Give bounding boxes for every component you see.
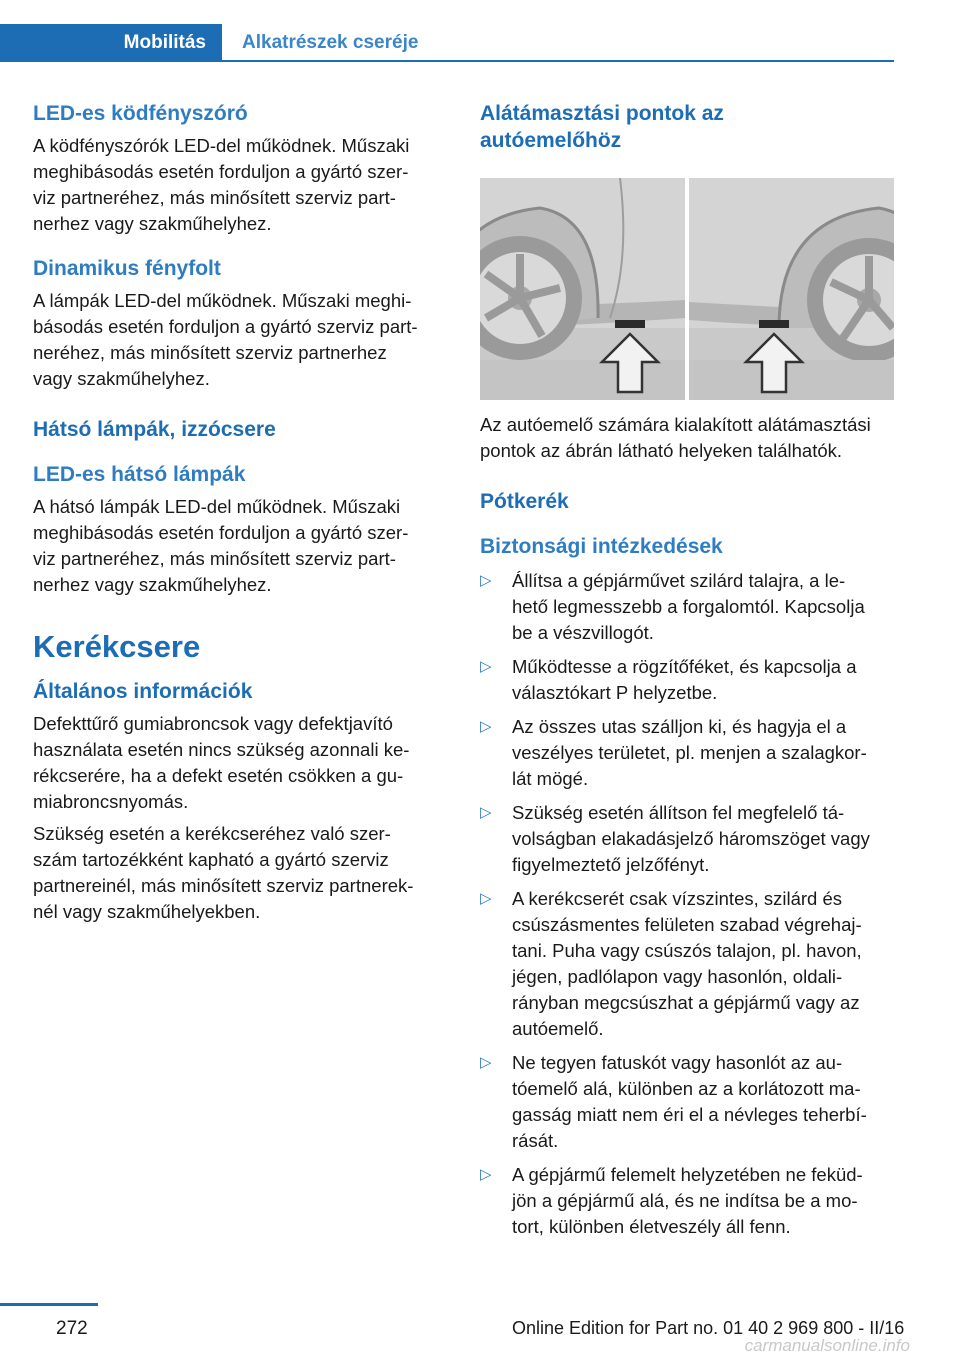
general-info-heading: Általános információk [33, 680, 253, 703]
triangle-bullet-icon: ▷ [480, 658, 492, 675]
right-column [480, 100, 900, 1248]
header-rule [222, 60, 894, 62]
list-item: ▷ Szükség esetén állítson fel megfelelő tá- volságban elakadásjelző háromszöget vagy figyelmeztető jelzőfényt. [480, 800, 900, 878]
triangle-bullet-icon: ▷ [480, 572, 492, 589]
list-item: ▷ Ne tegyen fatuskót vagy hasonlót az au- tóemelő alá, különben az a korlátozott ma- gasság miatt nem éri el a névleges teherbí- rását. [480, 1050, 900, 1154]
safety-measures-heading: Biztonsági intézkedések [480, 535, 723, 558]
jack-points-caption: Az autóemelő számára kialakított alátámasztási pontok az ábrán látható helyeken találhatók. [480, 414, 871, 461]
watermark: carmanualsonline.info [744, 1336, 910, 1355]
dynamic-light-text: A lámpák LED-del működnek. Műszaki meghi- básodás esetén forduljon a gyártó szerviz part- neréhez, más minősített szerviz partnerhez vagy szakműhelyhez. [33, 290, 418, 389]
front-jack-point-illustration [480, 178, 685, 400]
section-tab: Alkatrészek cseréje [242, 32, 419, 53]
rear-jack-point-illustration [689, 178, 894, 400]
led-rear-heading: LED-es hátsó lámpák [33, 463, 246, 486]
dynamic-light-heading: Dinamikus fényfolt [33, 257, 221, 280]
edition-note: Online Edition for Part no. 01 40 2 969 800 - II/16 [512, 1318, 905, 1338]
list-item: ▷ Állítsa a gépjárművet szilárd talajra, a le- hető legmesszebb a forgalomtól. Kapcsolja be a vészvillogót. [480, 568, 900, 646]
rear-lights-heading: Hátsó lámpák, izzócsere [33, 418, 276, 441]
general-info-text-1: Defekttűrő gumiabroncsok vagy defektjavító használata esetén nincs szükség azonnali ke- rékcserére, ha a defekt esetén csökken a gu- miabroncsnyomás. [33, 713, 410, 812]
led-fog-heading: LED-es ködfényszóró [33, 102, 248, 125]
footer-rule [0, 1303, 98, 1306]
triangle-bullet-icon: ▷ [480, 890, 492, 907]
triangle-bullet-icon: ▷ [480, 804, 492, 821]
led-fog-text: A ködfényszórók LED-del működnek. Műszaki meghibásodás esetén forduljon a gyártó szer- viz partneréhez, más minősített szerviz part- nerhez vagy szakműhelyhez. [33, 135, 410, 234]
list-item: ▷ Működtesse a rögzítőféket, és kapcsolja a választókart P helyzetbe. [480, 654, 900, 706]
safety-list [480, 568, 900, 1240]
wheel-change-heading: Kerékcsere [33, 629, 201, 664]
jack-points-figure [480, 178, 894, 400]
list-item: ▷ Az összes utas szálljon ki, és hagyja el a veszélyes területet, pl. menjen a szalagkor- lát mögé. [480, 714, 900, 792]
triangle-bullet-icon: ▷ [480, 718, 492, 735]
spare-wheel-heading: Pótkerék [480, 490, 569, 513]
triangle-bullet-icon: ▷ [480, 1054, 492, 1071]
general-info-text-2: Szükség esetén a kerékcseréhez való szer- szám tartozékként kapható a gyártó szerviz partnereinél, más minősített szerviz partnerek- nél vagy szakműhelyekben. [33, 823, 414, 922]
list-item: ▷ A gépjármű felemelt helyzetében ne feküd- jön a gépjármű alá, és ne indítsa be a mo- tort, különben életveszély áll fenn. [480, 1162, 900, 1240]
chapter-tab: Mobilitás [0, 24, 222, 62]
led-rear-text: A hátsó lámpák LED-del működnek. Műszaki meghibásodás esetén forduljon a gyártó szer- viz partneréhez, más minősített szerviz part- nerhez vagy szakműhelyhez. [33, 496, 409, 595]
left-column [33, 100, 445, 925]
page-header [0, 0, 960, 62]
jack-points-heading: Alátámasztási pontok az autóemelőhöz [480, 102, 724, 152]
list-item: ▷ A kerékcserét csak vízszintes, szilárd és csúszásmentes felületen szabad végrehaj- tani. Puha vagy csúszós talajon, pl. havon, jégen, padlólapon vagy hasonlón, oldali- rányban megcsúszhat a gépjármű vagy az autóemelő. [480, 886, 900, 1042]
triangle-bullet-icon: ▷ [480, 1166, 492, 1183]
page-number: 272 [56, 1318, 88, 1339]
